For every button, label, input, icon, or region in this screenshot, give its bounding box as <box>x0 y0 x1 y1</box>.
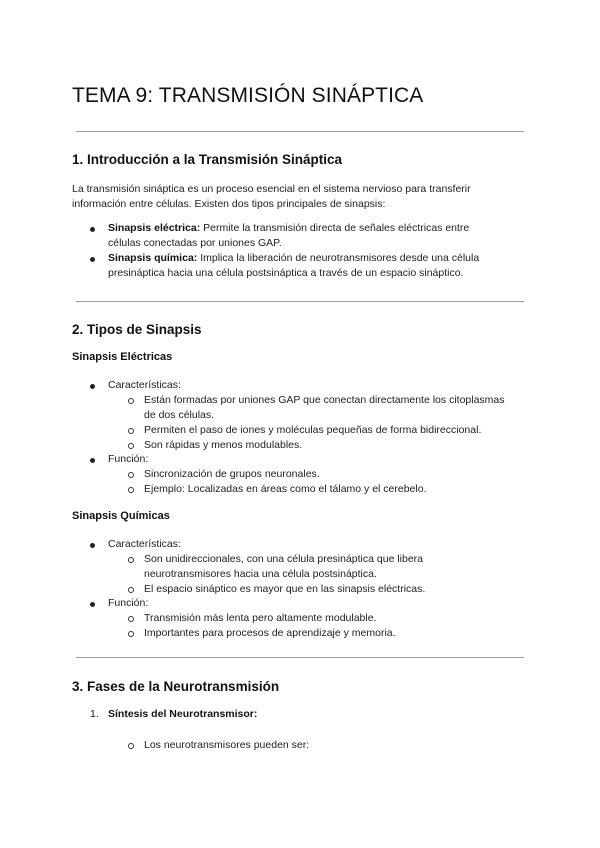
list-item-sinapsis-electrica <box>108 221 508 251</box>
list-item-funcion: Función: <box>108 453 149 465</box>
list-item-funcion: Función: <box>108 597 149 609</box>
intro-line-2: información entre células. Existen dos tipos principales de sinapsis: <box>72 198 386 210</box>
list-item <box>144 552 514 582</box>
list-number: 1. <box>90 708 99 720</box>
bullet-icon <box>90 257 95 262</box>
circle-bullet-icon <box>128 398 134 404</box>
circle-bullet-icon <box>128 587 134 593</box>
subheading-quimicas: Sinapsis Químicas <box>72 510 170 522</box>
list-item-text: Son unidireccionales, con una célula presináptica que libera <box>144 553 424 565</box>
divider <box>76 301 524 302</box>
list-item: Los neurotransmisores pueden ser: <box>144 739 310 751</box>
circle-bullet-icon <box>128 743 134 749</box>
list-item-text: de dos células. <box>144 409 215 421</box>
list-item-text: neurotransmisores hacia una célula postsináptica. <box>144 568 377 580</box>
list-item: Transmisión más lenta pero altamente modulable. <box>144 612 377 624</box>
list-item: Son rápidas y menos modulables. <box>144 439 303 451</box>
term: Síntesis del Neurotransmisor: <box>108 708 258 720</box>
term: Sinapsis eléctrica: <box>108 222 201 234</box>
section-heading-1: 1. Introducción a la Transmisión Sináptica <box>72 152 343 167</box>
list-item-sinapsis-quimica <box>108 251 508 281</box>
list-item-caracteristicas: Características: <box>108 538 181 550</box>
circle-bullet-icon <box>128 616 134 622</box>
bullet-icon <box>90 384 95 389</box>
list-item: Importantes para procesos de aprendizaje y memoria. <box>144 627 396 639</box>
circle-bullet-icon <box>128 631 134 637</box>
intro-paragraph <box>72 182 512 212</box>
list-item: Ejemplo: Localizadas en áreas como el tálamo y el cerebelo. <box>144 483 427 495</box>
list-item-caracteristicas: Características: <box>108 379 181 391</box>
list-item-sintesis <box>108 707 508 722</box>
page-title: TEMA 9: TRANSMISIÓN SINÁPTICA <box>72 84 424 107</box>
intro-line-1: La transmisión sináptica es un proceso esencial en el sistema nervioso para transferir <box>72 183 471 195</box>
circle-bullet-icon <box>128 443 134 449</box>
list-item: Permiten el paso de iones y moléculas pequeñas de forma bidireccional. <box>144 424 482 436</box>
list-item <box>144 393 514 423</box>
list-item-text: presináptica hacia una célula postsináptica a través de un espacio sináptico. <box>108 267 464 279</box>
list-item-text: células conectadas por uniones GAP. <box>108 237 282 249</box>
section-heading-2: 2. Tipos de Sinapsis <box>72 322 202 337</box>
circle-bullet-icon <box>128 428 134 434</box>
list-item-text: Implica la liberación de neurotransmisores desde una célula <box>197 252 480 264</box>
term: Sinapsis química: <box>108 252 198 264</box>
list-item-text: Permite la transmisión directa de señales eléctricas entre <box>200 222 470 234</box>
bullet-icon <box>90 543 95 548</box>
circle-bullet-icon <box>128 557 134 563</box>
bullet-icon <box>90 227 95 232</box>
circle-bullet-icon <box>128 472 134 478</box>
circle-bullet-icon <box>128 487 134 493</box>
list-item: El espacio sináptico es mayor que en las sinapsis eléctricas. <box>144 583 426 595</box>
bullet-icon <box>90 458 95 463</box>
bullet-icon <box>90 602 95 607</box>
list-item-text: Están formadas por uniones GAP que conectan directamente los citoplasmas <box>144 394 505 406</box>
subheading-electricas: Sinapsis Eléctricas <box>72 351 173 363</box>
list-item: Sincronización de grupos neuronales. <box>144 468 320 480</box>
section-heading-3: 3. Fases de la Neurotransmisión <box>72 679 280 694</box>
divider <box>76 657 524 658</box>
divider <box>76 131 524 132</box>
